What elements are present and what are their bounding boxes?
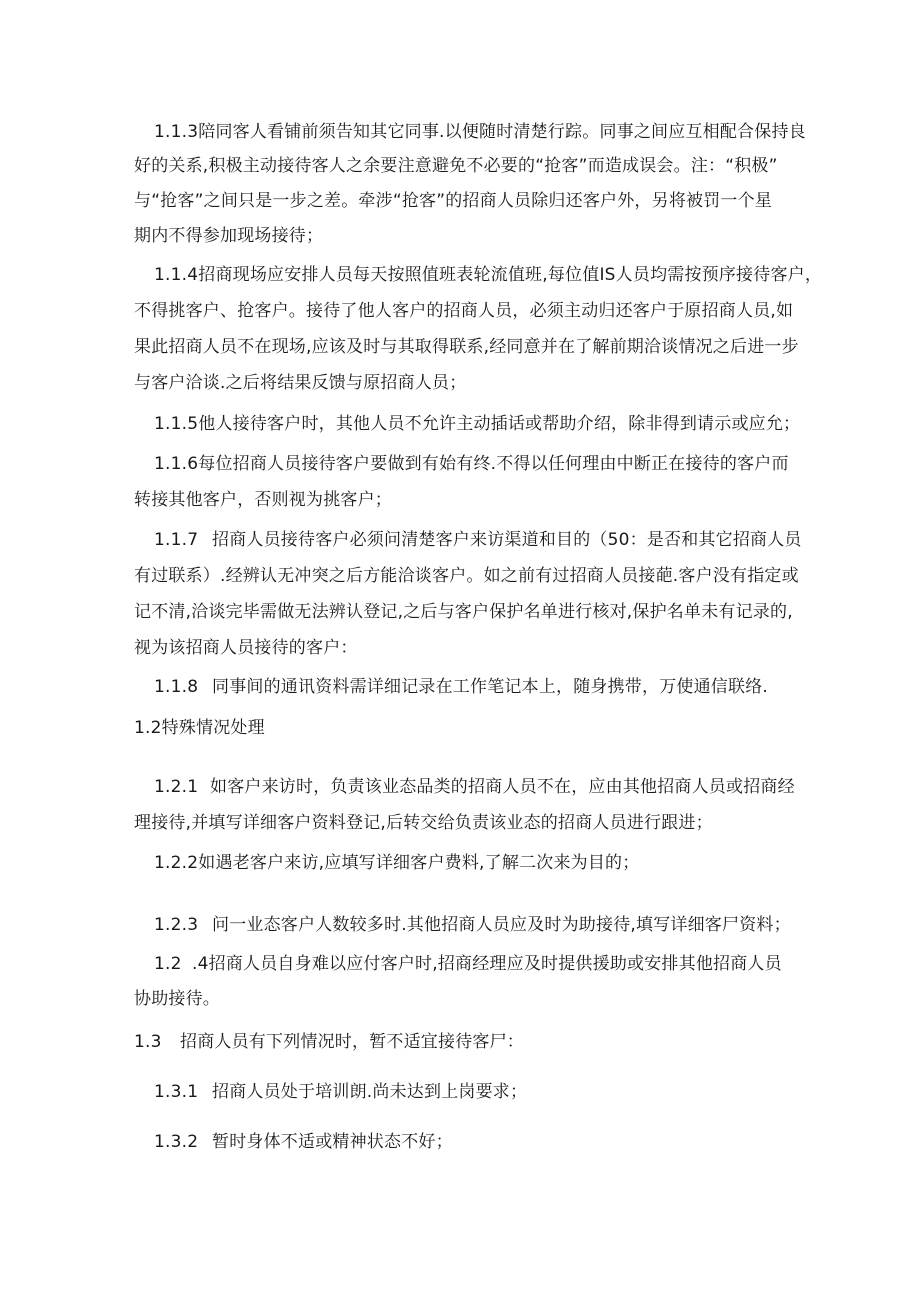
para-1-3-2-number: 1.3.2 — [154, 1132, 199, 1152]
para-1-2-1-line-2: 理接待,并填写详细客户资料登记,后转交给负责该业态的招商人员进行跟进； — [134, 813, 713, 833]
para-1-1-4-line-3: 果此招商人员不在现场,应该及时与其取得联系,经同意并在了解前期洽谈情况之后进一步 — [134, 337, 799, 357]
para-1-1-3-line-2: 好的关系,积极主动接待客人之余要注意避免不必要的“抢客”而造成误会。注：“积极” — [134, 156, 778, 176]
para-1-1-3-line-1: 1.1.3陪同客人看铺前须告知其它同事.以便随时清楚行踪。同事之间应互相配合保持良 — [154, 122, 806, 142]
para-1-1-4-line-4: 与客户洽谈.之后将结果反馈与原招商人员； — [134, 373, 467, 393]
para-1-2-4-line-1: .4招商人员自身难以应付客户时,招商经理应及时提供援助或安排其他招商人员 — [192, 954, 782, 974]
para-1-2-1-line-1: 如客户来访时，负责该业态品类的招商人员不在，应由其他招商人员或招商经 — [210, 777, 795, 797]
para-1-1-3-line-3: 与“抢客”之间只是一步之差。牵涉“抢客”的招商人员除归还客户外，另将被罚一个星 — [134, 191, 773, 211]
para-1-1-4-line-2: 不得挑客户、抢客户。接待了他人客户的招商人员，必须主动归还客户于原招商人员,如 — [134, 301, 794, 321]
para-1-2-2: 1.2.2如遇老客户来访,应填写详细客户费料,了解二次来为目的； — [154, 853, 640, 873]
para-1-1-4-line-1: 1.1.4招商现场应安排人员每天按照值班表轮流值班,每位值IS人员均需按预序接待客户， — [154, 265, 823, 285]
para-1-2-4-line-2: 协助接待。 — [134, 989, 220, 1009]
para-1-2-3-text: 问一业态客户人数较多时.其他招商人员应及时为助接待,填写详细客尸资料； — [212, 915, 791, 935]
para-1-1-6-line-2: 转接其他客户，否则视为挑客户； — [134, 490, 392, 510]
para-1-1-7-number: 1.1.7 — [154, 530, 199, 550]
para-1-2-3-number: 1.2.3 — [154, 915, 199, 935]
para-1-1-7-line-4: 视为该招商人员接待的客户： — [134, 638, 358, 658]
para-1-2-4-number: 1.2 — [154, 954, 182, 974]
para-1-1-6-line-1: 1.1.6每位招商人员接待客户要做到有始有终.不得以任何理由中断正在接待的客户而 — [154, 454, 789, 474]
para-1-1-8-text: 同事间的通讯资料需详细记录在工作笔记本上，随身携带，万使通信联络. — [212, 677, 769, 697]
para-1-1-5: 1.1.5他人接待客户时，其他人员不允许主动插话或帮助介绍，除非得到请示或应允； — [154, 414, 801, 434]
para-1-1-7-line-1: 招商人员接待客户必须问清楚客户来访渠道和目的（50：是否和其它招商人员 — [212, 530, 802, 550]
section-1-3-number: 1.3 — [134, 1032, 162, 1052]
section-1-3-heading: 招商人员有下列情况时，暂不适宜接待客尸： — [180, 1032, 524, 1052]
para-1-1-7-line-2: 有过联系）.经辨认无冲突之后方能洽谈客户。如之前有过招商人员接葩.客户没有指定或 — [134, 566, 799, 586]
para-1-3-1-text: 招商人员处于培训朗.尚未达到上岗要求； — [212, 1082, 528, 1102]
para-1-1-8-number: 1.1.8 — [154, 677, 199, 697]
para-1-1-3-line-4: 期内不得参加现场接待； — [134, 226, 324, 246]
para-1-3-2-text: 暂时身体不适或精神状态不好； — [212, 1132, 453, 1152]
section-1-2-heading: 1.2特殊情况处理 — [134, 718, 265, 738]
para-1-2-1-number: 1.2.1 — [154, 777, 199, 797]
para-1-1-7-line-3: 记不清,洽谈完毕需做无法辨认登记,之后与客户保护名单进行核对,保护名单未有记录的, — [134, 602, 793, 622]
para-1-3-1-number: 1.3.1 — [154, 1082, 199, 1102]
